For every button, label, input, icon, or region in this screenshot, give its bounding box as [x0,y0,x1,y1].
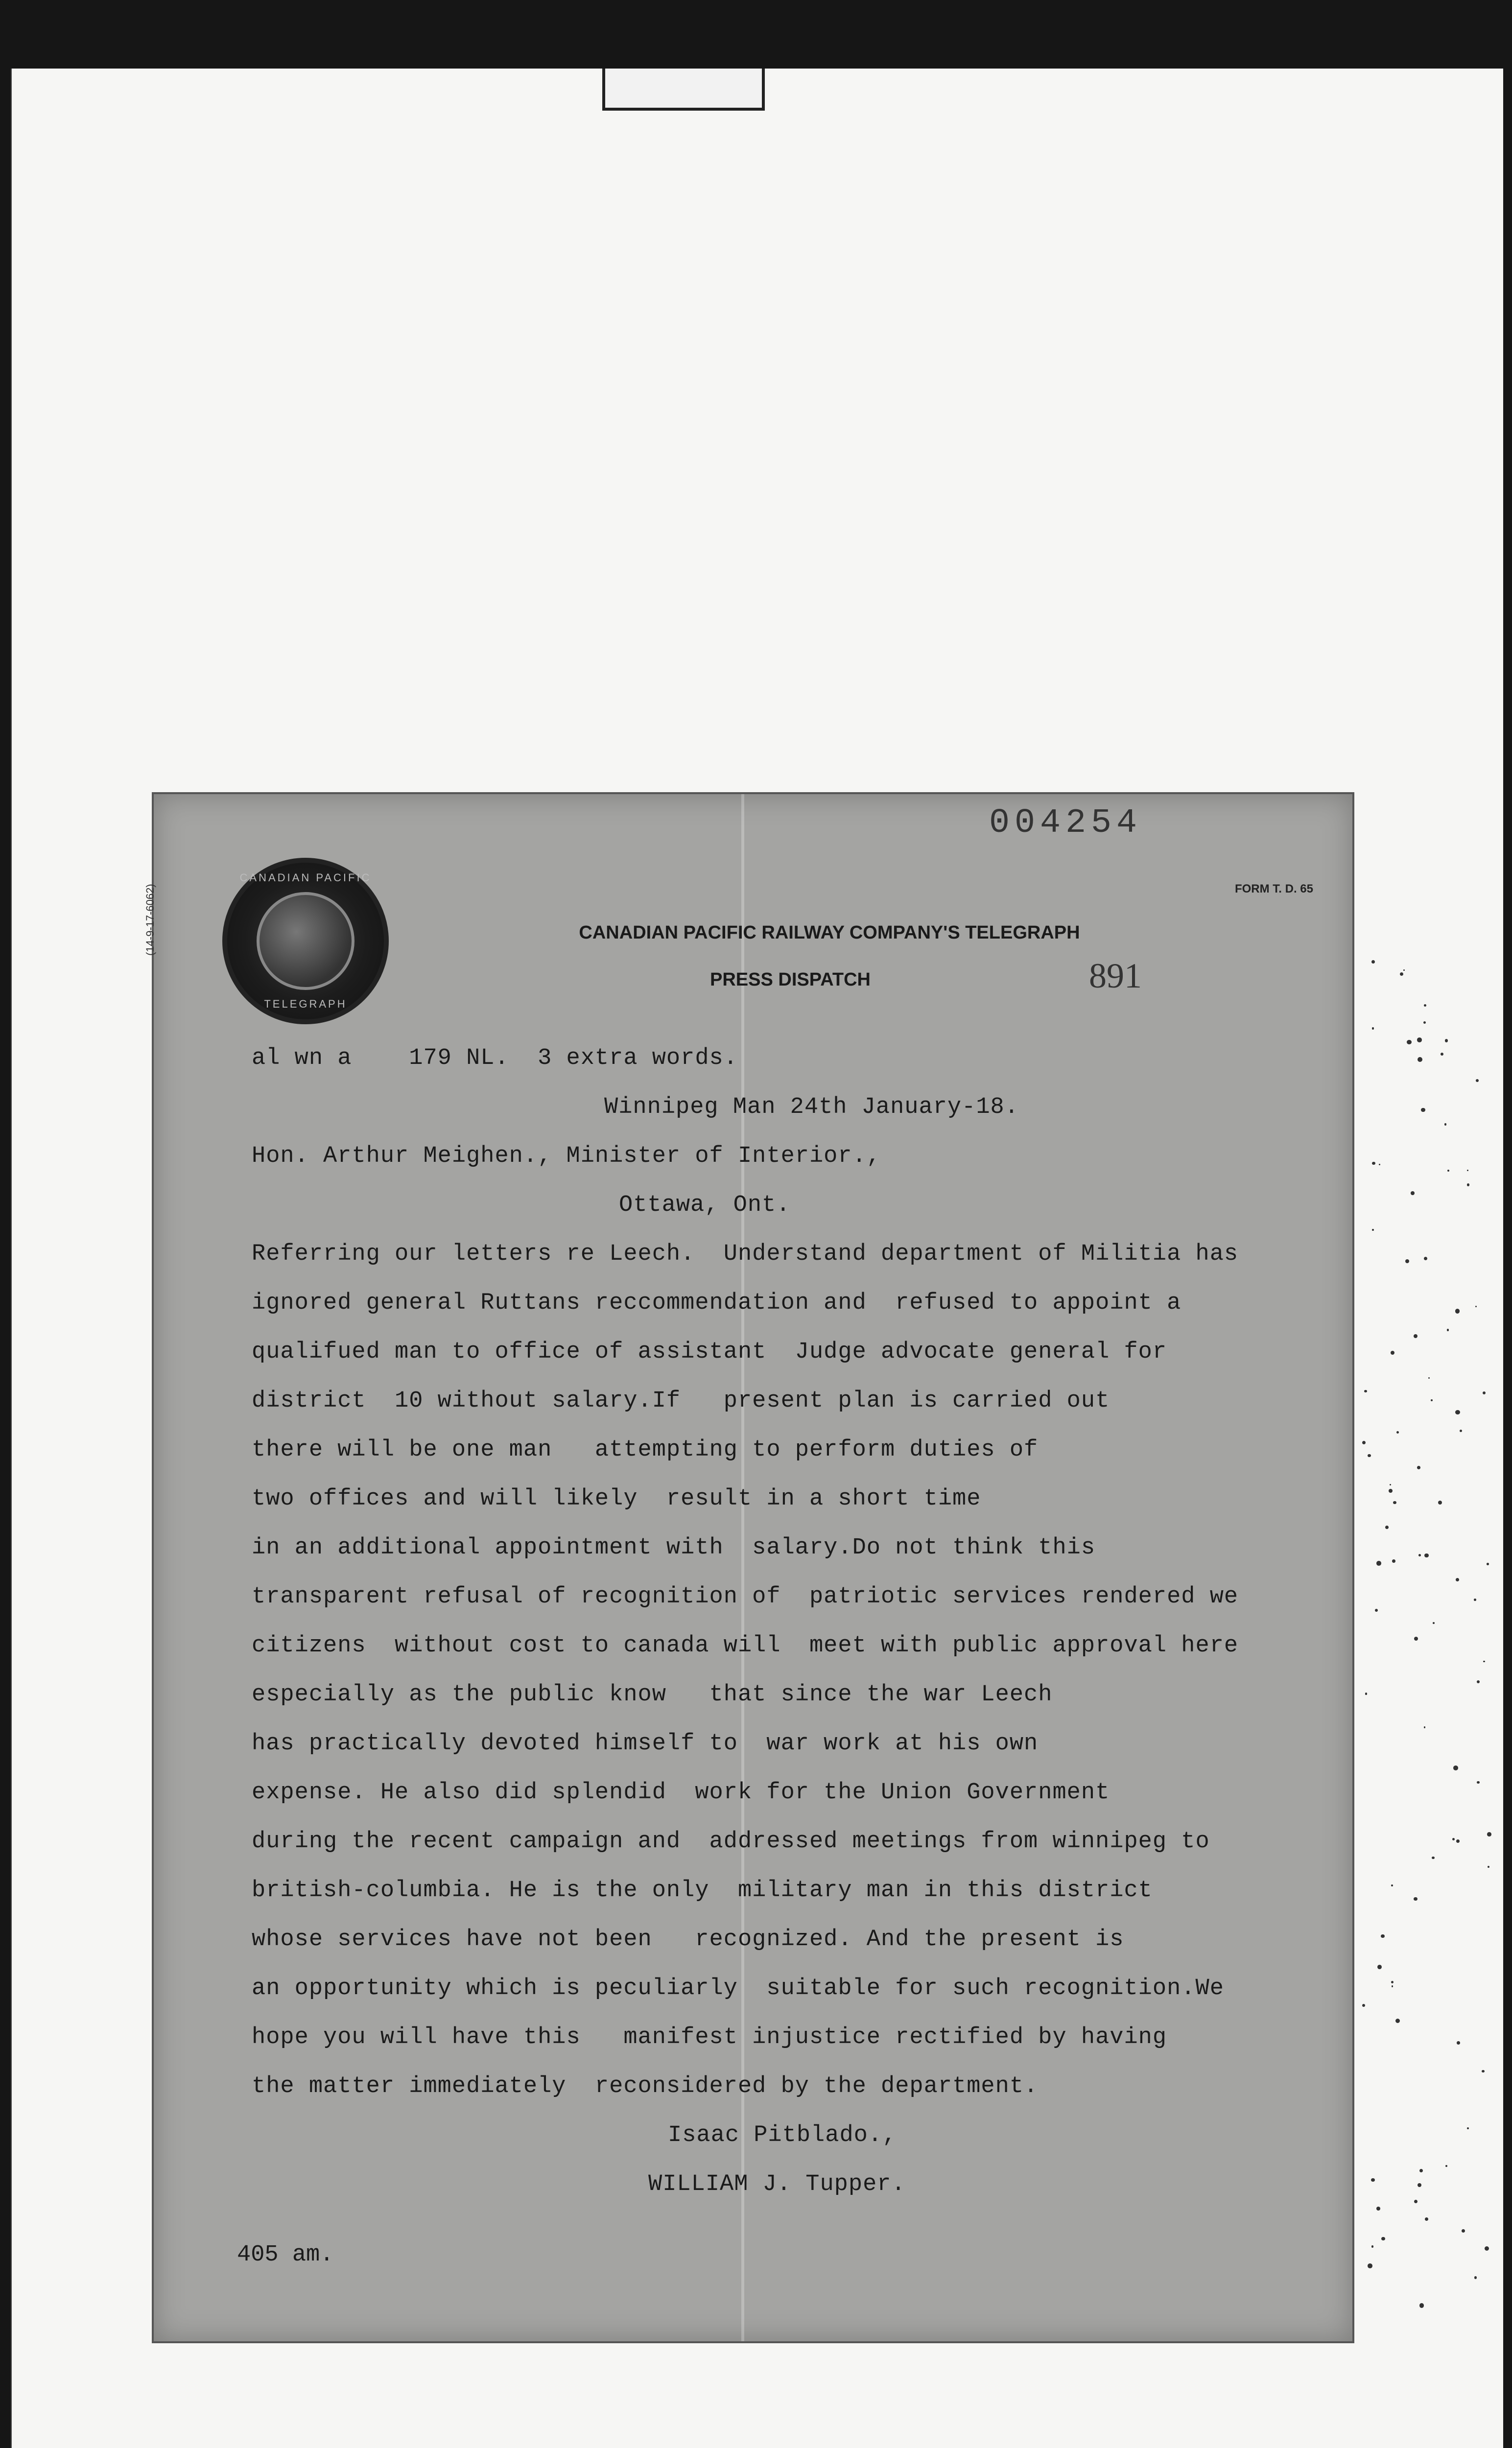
scan-speck [1376,1561,1381,1566]
seal-text-bottom: TELEGRAPH [264,998,347,1010]
message-line: especially as the public know that since the war Leech [252,1682,1053,1708]
scan-speck [1414,1637,1418,1641]
scan-speck [1391,1981,1394,1983]
message-line: Hon. Arthur Meighen., Minister of Interior., [252,1143,881,1169]
scan-speck [1389,1489,1393,1493]
scan-speck [1424,1554,1429,1558]
scan-speck [1487,1563,1489,1565]
scan-speck [1377,1965,1382,1969]
scan-speck [1452,1838,1455,1840]
scan-speck [1419,2169,1423,2172]
message-line: an opportunity which is peculiarly suitable for such recognition.We [252,1976,1224,2001]
scan-speck [1371,960,1375,964]
message-line: during the recent campaign and addressed meetings from winnipeg to [252,1829,1210,1855]
scan-speck [1447,1329,1449,1331]
message-line: expense. He also did splendid work for the Union Government [252,1780,1110,1806]
scan-speck [1445,1039,1448,1042]
dispatch-type: PRESS DISPATCH [710,969,871,990]
message-line: has practically devoted himself to war work at his own [252,1731,1039,1757]
scan-speck [1474,1599,1476,1601]
scan-speck [1477,1781,1480,1784]
scan-speck [1457,2041,1460,2045]
scan-speck [1418,1057,1422,1062]
telegram-document [144,792,1354,2343]
scan-speck [1405,1259,1409,1263]
telegraph-seal-logo [222,858,389,1024]
message-line: the matter immediately reconsidered by the department. [252,2073,1039,2099]
scan-speck [1419,2303,1424,2307]
scan-speck [1488,1866,1489,1868]
signature-line: Isaac Pitblado., [668,2122,897,2148]
scan-speck [1477,1680,1480,1683]
message-line: whose services have not been recognized. And the present is [252,1927,1124,1953]
document-number: 004254 [989,804,1142,843]
message-line: citizens without cost to canada will meet with public approval here [252,1633,1239,1659]
scan-speck [1411,1191,1415,1195]
globe-icon [257,892,354,990]
side-code: (14-9-17-6062) [144,884,156,956]
scan-speck [1418,1554,1421,1556]
company-heading: CANADIAN PACIFIC RAILWAY COMPANY'S TELEGRAPH [579,922,1080,943]
scan-speck [1372,1027,1374,1029]
message-line: district 10 without salary.If present plan is carried out [252,1388,1110,1414]
scan-speck [1467,1183,1469,1186]
scan-speck [1417,1466,1420,1469]
message-line: Ottawa, Ont. [619,1192,791,1218]
scan-speck [1407,1040,1411,1044]
message-line: two offices and will likely result in a short time [252,1486,981,1512]
message-date-line: Winnipeg Man 24th January-18. [604,1094,1019,1120]
message-line: Referring our letters re Leech. Understand department of Militia has [252,1241,1239,1267]
handwritten-number: 891 [1089,956,1142,995]
scan-speck [1392,1559,1395,1563]
scan-speck [1453,1765,1458,1770]
scan-speck [1400,972,1403,976]
message-line: ignored general Ruttans reccommendation and refused to appoint a [252,1290,1181,1316]
scan-speck [1421,1108,1425,1112]
message-line: hope you will have this manifest injustice rectified by having [252,2024,1167,2050]
scan-speck [1474,2276,1477,2279]
scan-speck [1485,2246,1489,2251]
scan-speck [1385,1526,1389,1529]
scan-speck [1364,1390,1367,1393]
scan-speck [1417,1037,1422,1042]
scan-speck [1456,1839,1460,1843]
scan-speck [1396,1431,1399,1434]
scan-speck [1483,1661,1485,1662]
scan-speck [1462,2229,1465,2233]
message-line: there will be one man attempting to perform duties of [252,1437,1039,1463]
scan-speck [1376,2207,1380,2211]
time-reference: 405 am. [237,2242,334,2268]
form-code: FORM T. D. 65 [1234,882,1313,895]
scan-speck [1371,2245,1374,2248]
scan-speck [1379,1164,1380,1165]
message-body [252,1034,1329,2209]
scan-speck [1487,1832,1491,1836]
message-line: transparent refusal of recognition of patriotic services rendered we [252,1584,1239,1610]
seal-text-top: CANADIAN PACIFIC [239,871,372,884]
scan-speck [1381,2237,1385,2240]
scan-speck [1392,1985,1394,1987]
message-line: qualifued man to office of assistant Judge advocate general for [252,1339,1167,1365]
message-line: british-columbia. He is the only military man in this district [252,1878,1153,1904]
scan-speck [1455,1410,1460,1415]
top-clip [602,69,765,111]
scan-speck [1391,1884,1393,1886]
scan-speck [1371,2178,1374,2182]
signature-line: WILLIAM J. Tupper. [648,2171,906,2197]
message-line: in an additional appointment with salary.Do not think this [252,1535,1096,1561]
scan-speck [1456,1578,1459,1581]
scan-speck [1414,1897,1418,1901]
message-line: al wn a 179 NL. 3 extra words. [252,1045,738,1071]
scan-speck [1476,1079,1479,1082]
scan-speck [1372,1162,1375,1165]
scan-speck [1368,2263,1372,2268]
scan-speck [1365,1693,1368,1695]
